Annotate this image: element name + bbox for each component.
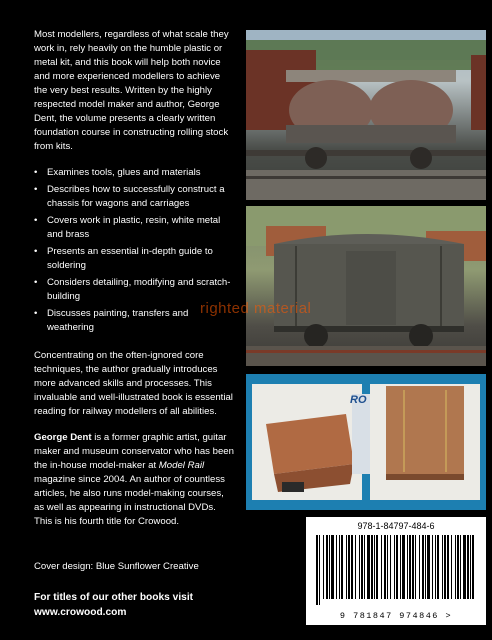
barcode: [306, 517, 486, 625]
cover-design-credit: Cover design: Blue Sunflower Creative: [34, 561, 199, 572]
van-wagon-photo: [246, 206, 486, 366]
feature-item: • Discusses painting, transfers and weathering: [34, 307, 234, 335]
bio-text-1: is a former graphic artist, guitar maker and museum conservator who has been the in-house model-maker at: [34, 432, 234, 471]
barcode-number-left: 9: [339, 611, 347, 621]
isbn-text: 978-1-84797-484-6: [357, 521, 435, 531]
watermark-text: righted material: [200, 300, 312, 317]
author-name: George Dent: [34, 432, 92, 443]
website-link[interactable]: www.crowood.com: [34, 607, 127, 618]
footer-line1: For titles of our other books visit: [34, 592, 194, 603]
feature-item: • Covers work in plastic, resin, white metal and brass: [34, 214, 234, 242]
author-bio: [34, 431, 234, 529]
barcode-number: [306, 611, 486, 621]
bio-text-2: magazine since 2004. An author of countless articles, he also runs model-making courses, as well as appearing in instructional DVDs. This is his fourth title for Crowood.: [34, 474, 225, 527]
back-cover-text: [34, 28, 234, 541]
barcode-bars: [312, 535, 480, 605]
van-wagon-illustration: [246, 206, 486, 366]
hopper-wagon-illustration: [246, 30, 486, 200]
intro-paragraph: Most modellers, regardless of what scale they work in, rely heavily on the humble plastic or metal kit, and this book will help both novice and more experienced modellers to achieve the very best results. Written by the highly respected model maker and author, George Dent, the volume presents a clearly written foundation course in constructing rolling stock from kits.: [34, 29, 229, 152]
barcode-marker: >: [445, 611, 453, 621]
feature-item: • Considers detailing, modifying and scratch-building: [34, 276, 234, 304]
concentration-paragraph: Concentrating on the often-ignored core techniques, the author gradually introduces more advanced skills and processes. This invaluable and well-illustrated book is essential reading for railway modellers of all abilities.: [34, 350, 233, 417]
magazine-name: Model Rail: [158, 460, 205, 471]
hopper-wagon-photo: [246, 30, 486, 200]
feature-item: • Presents an essential in-depth guide to soldering: [34, 245, 234, 273]
feature-item: • Describes how to successfully construct a chassis for wagons and carriages: [34, 183, 234, 211]
feature-item: • Examines tools, glues and materials: [34, 166, 234, 180]
photo-label: RO: [350, 394, 367, 406]
kit-build-photo: [246, 374, 486, 510]
barcode-number-main: 781847 974846: [353, 611, 439, 621]
